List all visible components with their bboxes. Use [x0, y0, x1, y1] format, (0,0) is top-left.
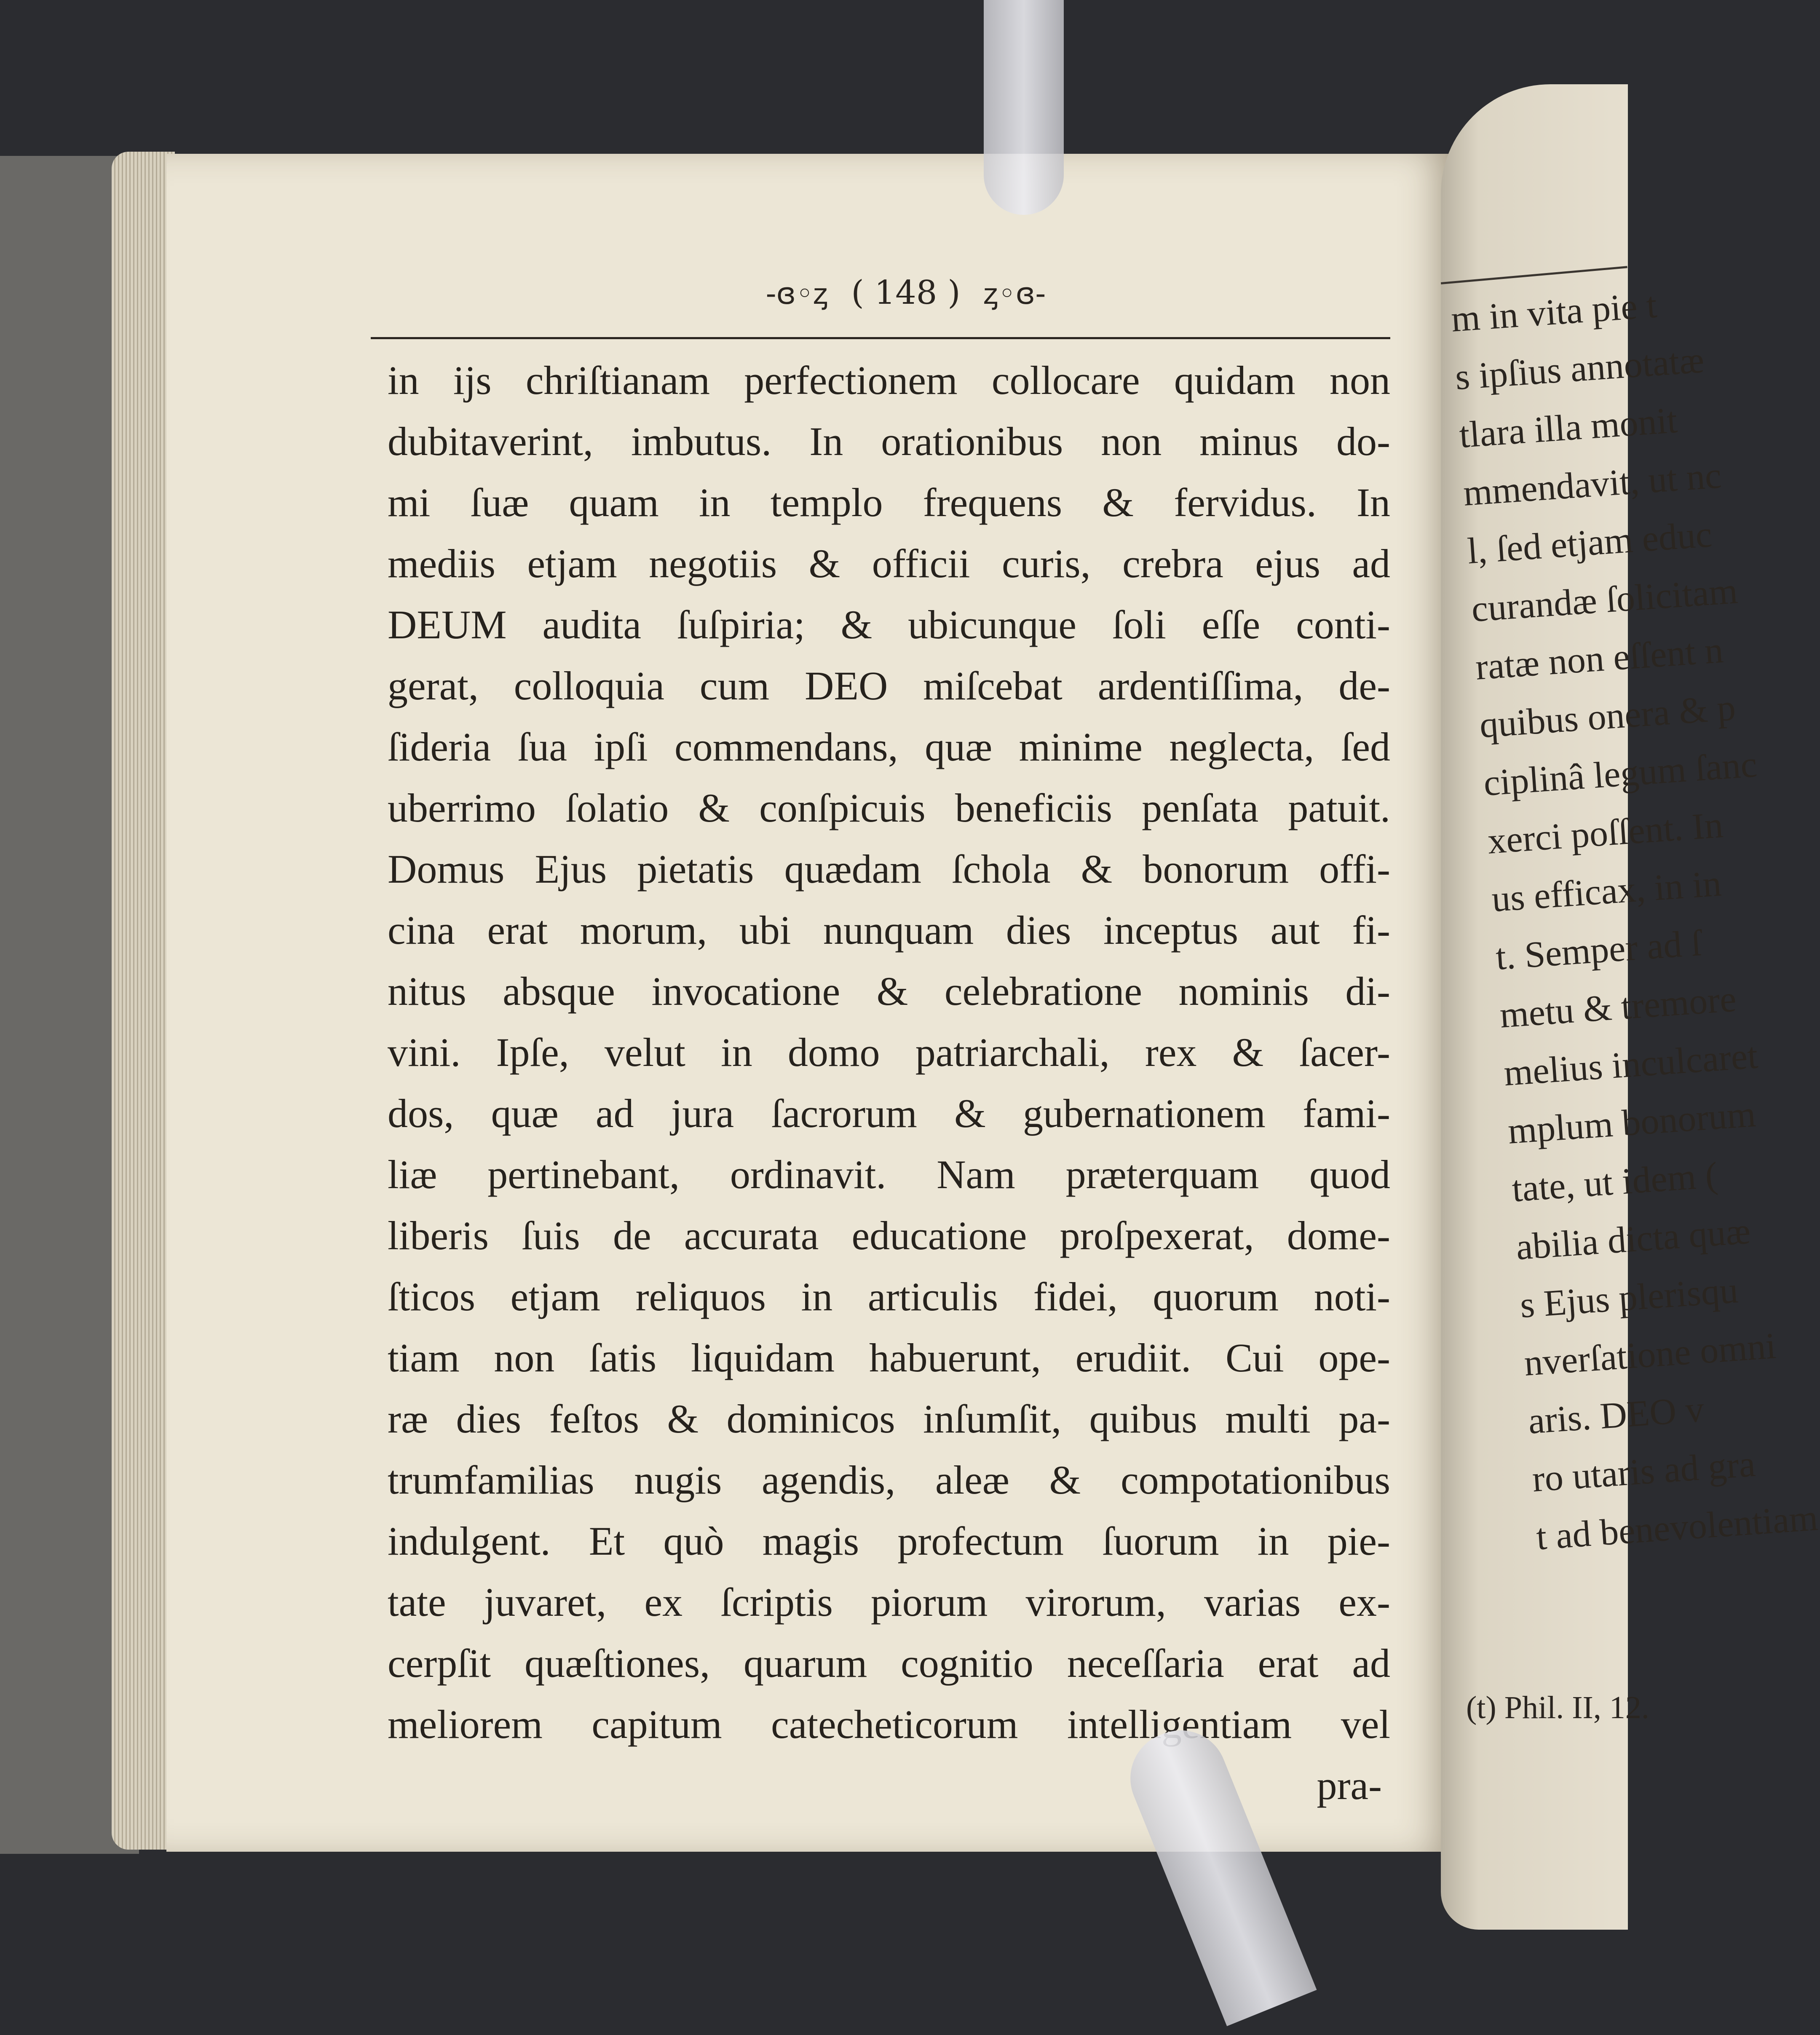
text-line: liæ pertinebant, ordinavit. Nam præterquam quod — [388, 1152, 1390, 1197]
text-line: uberrimo ſolatio & conſpicuis beneficiis penſata patuit. — [388, 785, 1390, 830]
text-line: indulgent. Et quò magis profectum ſuorum in pie- — [388, 1518, 1390, 1564]
left-ornament-icon: -ɞ◦ᶎ — [765, 276, 828, 311]
right-text-line: m in vita pie t — [1450, 284, 1658, 340]
right-text-line: tate, ut idem ( — [1510, 1154, 1719, 1210]
text-line: ræ dies feſtos & dominicos inſumſit, quibus multi pa- — [388, 1396, 1390, 1441]
right-text-line: nverſatione omni — [1523, 1325, 1777, 1384]
right-text-line: s Ejus plerisqu — [1519, 1270, 1740, 1326]
top-glass-clip — [984, 0, 1064, 215]
right-ornament-icon: ᶎ◦ɞ- — [983, 276, 1046, 311]
text-line: dubitaverint, imbutus. In orationibus non minus do- — [388, 419, 1390, 464]
text-line: dos, quæ ad jura ſacrorum & gubernationem fami- — [388, 1091, 1390, 1136]
header-rule — [371, 337, 1390, 339]
text-line: nitus absque invocatione & celebratione nominis di- — [388, 969, 1390, 1014]
right-text-line: aris. DEO v — [1527, 1389, 1705, 1442]
text-line: DEUM audita ſuſpiria; & ubicunque ſoli eſſe conti- — [388, 602, 1390, 647]
right-text-line: quibus onera & p — [1478, 687, 1737, 746]
text-line: gerat, colloquia cum DEO miſcebat ardentiſſima, de- — [388, 663, 1390, 708]
text-line: vini. Ipſe, velut in domo patriarchali, rex & ſacer- — [388, 1030, 1390, 1075]
right-text-line: mplum bonorum — [1507, 1094, 1757, 1152]
right-text-line: ro utaris ad gra — [1531, 1443, 1757, 1500]
running-head — [716, 274, 1095, 312]
right-page-footnote: (t) Phil. II, 12. — [1466, 1690, 1649, 1725]
text-line: tate juvaret, ex ſcriptis piorum virorum, varias ex- — [388, 1580, 1390, 1625]
right-text-line: curandæ ſolicitam — [1470, 570, 1739, 630]
text-line: Domus Ejus pietatis quædam ſchola & bonorum offi- — [388, 846, 1390, 892]
text-line: ſticos etjam reliquos in articulis fidei, quorum noti- — [388, 1274, 1390, 1319]
text-line: mediis etjam negotiis & officii curis, crebra ejus ad — [388, 541, 1390, 586]
catchword: pra- — [1317, 1763, 1382, 1808]
right-text-line: tlara illa monit — [1458, 400, 1679, 456]
right-text-line: mmendavit, ut nc — [1462, 455, 1723, 514]
text-line: liberis ſuis de accurata educatione proſpexerat, dome- — [388, 1213, 1390, 1258]
text-line: in ijs chriſtianam perfectionem collocare quidam non — [388, 358, 1390, 403]
right-text-line: s ipſius annotatæ — [1454, 340, 1705, 398]
right-text-line: us efficax, in in — [1490, 863, 1723, 920]
page-edges — [112, 152, 175, 1850]
right-text-line: ciplinâ legum ſanc — [1482, 744, 1758, 804]
text-line: ſideria ſua ipſi commendans, quæ minime neglecta, ſed — [388, 724, 1390, 769]
right-text-line: t ad benevolentiam — [1535, 1497, 1820, 1558]
right-text-line: t. Semper ad ſ — [1494, 923, 1703, 978]
text-line: mi ſuæ quam in templo frequens & fervidus. In — [388, 480, 1390, 525]
text-line: meliorem capitum catecheticorum intelligentiam vel — [388, 1702, 1390, 1747]
body-text — [388, 350, 1390, 1816]
text-line: cina erat morum, ubi nunquam dies inceptus aut fi- — [388, 908, 1390, 953]
right-text-line: metu & tremore — [1498, 978, 1738, 1036]
right-text-line: l, ſed etjam educ — [1466, 514, 1713, 572]
page-number: ( 148 ) — [851, 274, 961, 312]
right-text-line: melius inculcaret — [1502, 1035, 1759, 1094]
text-line: cerpſit quæſtiones, quarum cognitio neceſſaria erat ad — [388, 1641, 1390, 1686]
right-text-line: xerci poſſent. In — [1486, 804, 1725, 862]
right-text-line: ratæ non eſſent n — [1474, 629, 1725, 688]
text-line: trumfamilias nugis agendis, aleæ & compotationibus — [388, 1457, 1390, 1502]
right-text-line: abilia dicta quæ — [1515, 1210, 1752, 1268]
text-line: tiam non ſatis liquidam habuerunt, erudiit. Cui ope- — [388, 1335, 1390, 1380]
